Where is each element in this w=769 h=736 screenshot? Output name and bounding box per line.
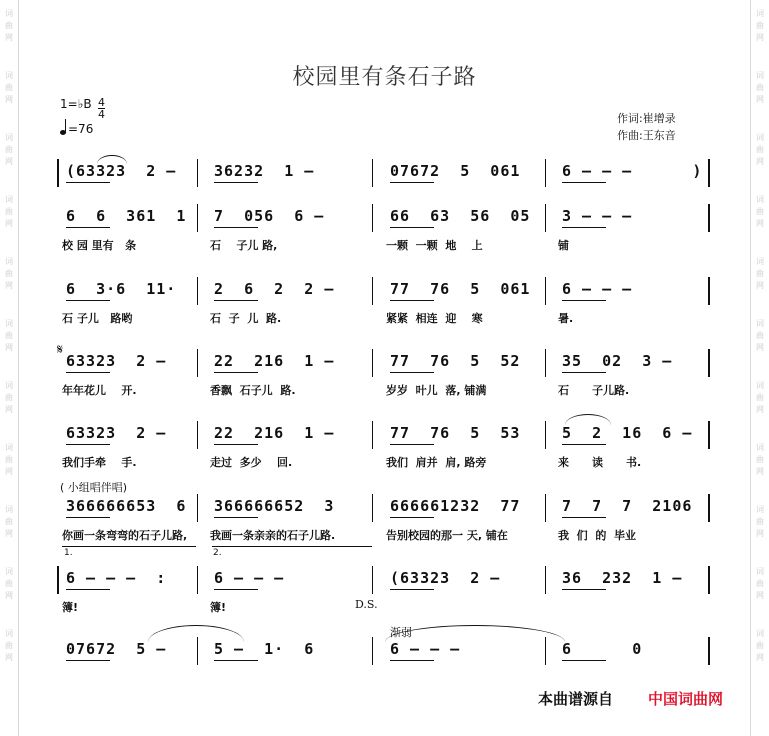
watermark-char: 词 (756, 195, 764, 204)
watermark-char: 曲 (756, 83, 764, 92)
lyric-text: 石 子儿路. (558, 384, 630, 397)
measure-notes: 6 – – – (214, 569, 285, 587)
watermark-char: 网 (756, 405, 764, 414)
beam-underline (66, 660, 110, 661)
beam-underline (214, 372, 258, 373)
watermark-char: 曲 (5, 455, 13, 464)
watermark-char: 词 (756, 567, 764, 576)
beam-underline (214, 444, 258, 445)
barline (708, 204, 710, 232)
measure-notes: 63323 2 – (66, 352, 167, 370)
measure-notes: 6 0 (562, 640, 643, 658)
barline (708, 421, 710, 449)
watermark-char: 词 (5, 71, 13, 80)
beam-underline (390, 517, 434, 518)
watermark-char: 曲 (5, 579, 13, 588)
beam-underline (562, 589, 606, 590)
measure-notes: 63323 2 – (66, 424, 167, 442)
quarter-note-icon (60, 130, 66, 135)
measure-notes: (63323 2 – (390, 569, 501, 587)
watermark-char: 曲 (756, 269, 764, 278)
watermark-char: 网 (5, 281, 13, 290)
barline (372, 494, 373, 522)
watermark-char: 曲 (5, 331, 13, 340)
watermark-char: 网 (5, 219, 13, 228)
watermark-char: 网 (5, 343, 13, 352)
measure-notes: 366666653 6 (66, 497, 187, 515)
beam-underline (66, 300, 110, 301)
watermark-char: 网 (756, 281, 764, 290)
barline (708, 159, 710, 187)
lyric-text: 石 子 儿 路. (210, 312, 282, 325)
barline (708, 277, 710, 305)
tempo-marking (60, 122, 93, 136)
watermark-char: 网 (5, 591, 13, 600)
watermark-char: 网 (756, 591, 764, 600)
beam-underline (66, 444, 110, 445)
barline (197, 277, 198, 305)
lyric-text: 铺 (558, 239, 569, 252)
barline (372, 277, 373, 305)
beam-underline (390, 300, 434, 301)
beam-underline (214, 660, 258, 661)
barline (545, 566, 546, 594)
lyric-text: 告别校园的那一 天, 铺在 (386, 529, 508, 542)
barline (372, 204, 373, 232)
time-numerator: 4 (98, 96, 105, 109)
watermark-char: 网 (5, 653, 13, 662)
measure-notes: 366666652 3 (214, 497, 335, 515)
watermark-char: 词 (5, 133, 13, 142)
measure-notes: 2 6 2 2 – (214, 280, 335, 298)
watermark-char: 网 (756, 219, 764, 228)
barline (197, 204, 198, 232)
time-signature (98, 97, 105, 120)
beam-underline (390, 660, 434, 661)
measure-notes: 7 056 6 – (214, 207, 325, 225)
credits (617, 110, 676, 144)
watermark-char: 词 (5, 629, 13, 638)
measure-notes: 07672 5 061 (390, 162, 521, 180)
barline (197, 159, 198, 187)
beam-underline (214, 517, 258, 518)
beam-underline (214, 182, 258, 183)
watermark-char: 曲 (5, 641, 13, 650)
lyric-text: 你画一条弯弯的石子儿路, (62, 529, 188, 542)
lyric-text: 年年花儿 开. (62, 384, 137, 397)
watermark-char: 词 (5, 319, 13, 328)
watermark-char: 词 (756, 505, 764, 514)
measure-notes: 6 3·6 11· (66, 280, 177, 298)
measure-notes: 6 6 361 1 (66, 207, 187, 225)
lyric-text: 我们 肩并 肩, 路旁 (386, 456, 487, 469)
barline (545, 277, 546, 305)
source-site-link[interactable]: 中国词曲网 (648, 690, 724, 708)
watermark-char: 网 (756, 343, 764, 352)
beam-underline (390, 227, 434, 228)
measure-notes: 5 2 16 6 – (562, 424, 693, 442)
beam-underline (66, 589, 110, 590)
barline (545, 159, 546, 187)
watermark-char: 词 (756, 319, 764, 328)
barline (197, 421, 198, 449)
watermark-char: 网 (756, 95, 764, 104)
segno-icon: 𝄋 (57, 342, 64, 358)
watermark-char: 曲 (756, 21, 764, 30)
watermark-char: 曲 (756, 207, 764, 216)
measure-notes: 6 – – – : (66, 569, 167, 587)
barline (545, 349, 546, 377)
beam-underline (66, 227, 110, 228)
watermark-char: 曲 (756, 145, 764, 154)
beam-underline (562, 227, 606, 228)
measure-notes: 36 232 1 – (562, 569, 683, 587)
barline (197, 349, 198, 377)
watermark-char: 词 (5, 381, 13, 390)
barline (197, 566, 198, 594)
barline (545, 494, 546, 522)
lyric-text: 石 子儿 路, (210, 239, 278, 252)
right-margin-strip (750, 0, 769, 736)
barline (708, 349, 710, 377)
beam-underline (66, 517, 110, 518)
watermark-char: 词 (756, 443, 764, 452)
watermark-char: 曲 (5, 517, 13, 526)
measure-notes: 22 216 1 – (214, 352, 335, 370)
watermark-char: 曲 (756, 393, 764, 402)
measure-notes: 77 76 5 53 (390, 424, 521, 442)
lyric-text: 石 子儿 路哟 (62, 312, 133, 325)
barline (57, 159, 59, 187)
measure-notes: (63323 2 – (66, 162, 177, 180)
watermark-char: 词 (756, 257, 764, 266)
lyric-text: 我们手牵 手. (62, 456, 137, 469)
beam-underline (214, 589, 258, 590)
source-label: 本曲谱源自 (538, 690, 614, 708)
barline (57, 566, 59, 594)
watermark-char: 曲 (756, 331, 764, 340)
watermark-char: 网 (5, 529, 13, 538)
barline (372, 421, 373, 449)
volta-1-bracket (62, 546, 196, 547)
composer: 作曲:王东音 (617, 129, 676, 142)
watermark-char: 词 (5, 443, 13, 452)
measure-notes: 5 – 1· 6 (214, 640, 315, 658)
song-title: 校园里有条石子路 (292, 65, 477, 90)
lyric-text: 我画一条亲亲的石子儿路. (210, 529, 336, 542)
barline (372, 349, 373, 377)
barline (708, 494, 710, 522)
watermark-char: 网 (756, 157, 764, 166)
watermark-char: 曲 (5, 145, 13, 154)
measure-notes: 36232 1 – (214, 162, 315, 180)
measure-notes: 35 02 3 – (562, 352, 673, 370)
beam-underline (66, 372, 110, 373)
watermark-char: 词 (5, 505, 13, 514)
beam-underline (562, 182, 606, 183)
measure-notes: 666661232 77 (390, 497, 521, 515)
beam-underline (562, 300, 606, 301)
watermark-char: 曲 (5, 21, 13, 30)
chorus-annotation: ( 小组唱伴唱) (60, 481, 128, 494)
left-margin-strip (0, 0, 19, 736)
barline (545, 421, 546, 449)
watermark-char: 词 (5, 257, 13, 266)
beam-underline (562, 517, 606, 518)
watermark-char: 网 (5, 405, 13, 414)
watermark-char: 曲 (756, 455, 764, 464)
measure-notes: 6 – – – (562, 280, 633, 298)
volta-2: 2. (213, 548, 222, 558)
watermark-char: 词 (5, 195, 13, 204)
lyric-text: 暑. (558, 312, 574, 325)
diminuendo-mark: 渐弱 (390, 626, 412, 639)
measure-notes: 7 7 7 2106 (562, 497, 693, 515)
watermark-char: 词 (5, 567, 13, 576)
slur-arc (565, 414, 611, 425)
dal-segno: D.S. (355, 598, 378, 611)
beam-underline (390, 444, 434, 445)
watermark-char: 曲 (756, 517, 764, 526)
watermark-char: 词 (756, 9, 764, 18)
watermark-char: 网 (756, 467, 764, 476)
volta-2-bracket (212, 546, 372, 547)
measure-notes: 77 76 5 52 (390, 352, 521, 370)
lyric-text: 校 园 里有 条 (62, 239, 137, 252)
beam-underline (562, 660, 606, 661)
watermark-char: 曲 (756, 641, 764, 650)
dim-arc (385, 625, 565, 642)
watermark-char: 词 (5, 9, 13, 18)
watermark-char: 词 (756, 629, 764, 638)
lyric-text: 岁岁 叶儿 落, 铺满 (386, 384, 487, 397)
lyric-text: 走过 多少 回. (210, 456, 293, 469)
tie-arc (148, 625, 244, 642)
watermark-char: 曲 (756, 579, 764, 588)
watermark-char: 网 (756, 529, 764, 538)
watermark-char: 网 (5, 467, 13, 476)
slur-arc-2 (97, 155, 127, 164)
beam-underline (214, 300, 258, 301)
barline (372, 566, 373, 594)
volta-1: 1. (64, 548, 73, 558)
watermark-char: 曲 (5, 393, 13, 402)
lyric-text: 一颗 一颗 地 上 (386, 239, 483, 252)
measure-notes: 22 216 1 – (214, 424, 335, 442)
watermark-char: 网 (5, 33, 13, 42)
watermark-char: 曲 (5, 269, 13, 278)
beam-underline (390, 589, 434, 590)
beam-underline (390, 372, 434, 373)
watermark-char: 曲 (5, 207, 13, 216)
beam-underline (66, 182, 110, 183)
time-denominator: 4 (98, 108, 105, 121)
barline (372, 637, 373, 665)
lyric-text: 紧紧 相连 迎 寒 (386, 312, 483, 325)
barline (372, 159, 373, 187)
measure-notes: 66 63 56 05 (390, 207, 531, 225)
watermark-char: 词 (756, 71, 764, 80)
barline (545, 204, 546, 232)
watermark-char: 网 (5, 95, 13, 104)
measure-notes: 07672 5 – (66, 640, 167, 658)
barline (708, 637, 710, 665)
key-signature: 1=♭B (60, 97, 92, 111)
beam-underline (562, 372, 606, 373)
measure-notes: 77 76 5 061 (390, 280, 531, 298)
beam-underline (214, 227, 258, 228)
measure-notes: 3 – – – (562, 207, 633, 225)
lyric-text: 簿! (210, 601, 227, 614)
lyric-text: 我 们 的 毕业 (558, 529, 636, 542)
lyricist: 作词:崔增录 (617, 112, 676, 125)
watermark-char: 网 (756, 653, 764, 662)
barline (708, 566, 710, 594)
watermark-char: 网 (5, 157, 13, 166)
lyric-text: 香飘 石子儿 路. (210, 384, 296, 397)
beam-underline (390, 182, 434, 183)
lyric-text: 簿! (62, 601, 79, 614)
tempo-value: =76 (68, 122, 94, 136)
lyric-text: 来 读 书. (558, 456, 642, 469)
measure-notes: 6 – – – (390, 640, 461, 658)
watermark-char: 网 (756, 33, 764, 42)
watermark-char: 曲 (5, 83, 13, 92)
barline (197, 494, 198, 522)
beam-underline (562, 444, 606, 445)
watermark-char: 词 (756, 133, 764, 142)
watermark-char: 词 (756, 381, 764, 390)
measure-notes: 6 – – – ) (562, 162, 703, 180)
